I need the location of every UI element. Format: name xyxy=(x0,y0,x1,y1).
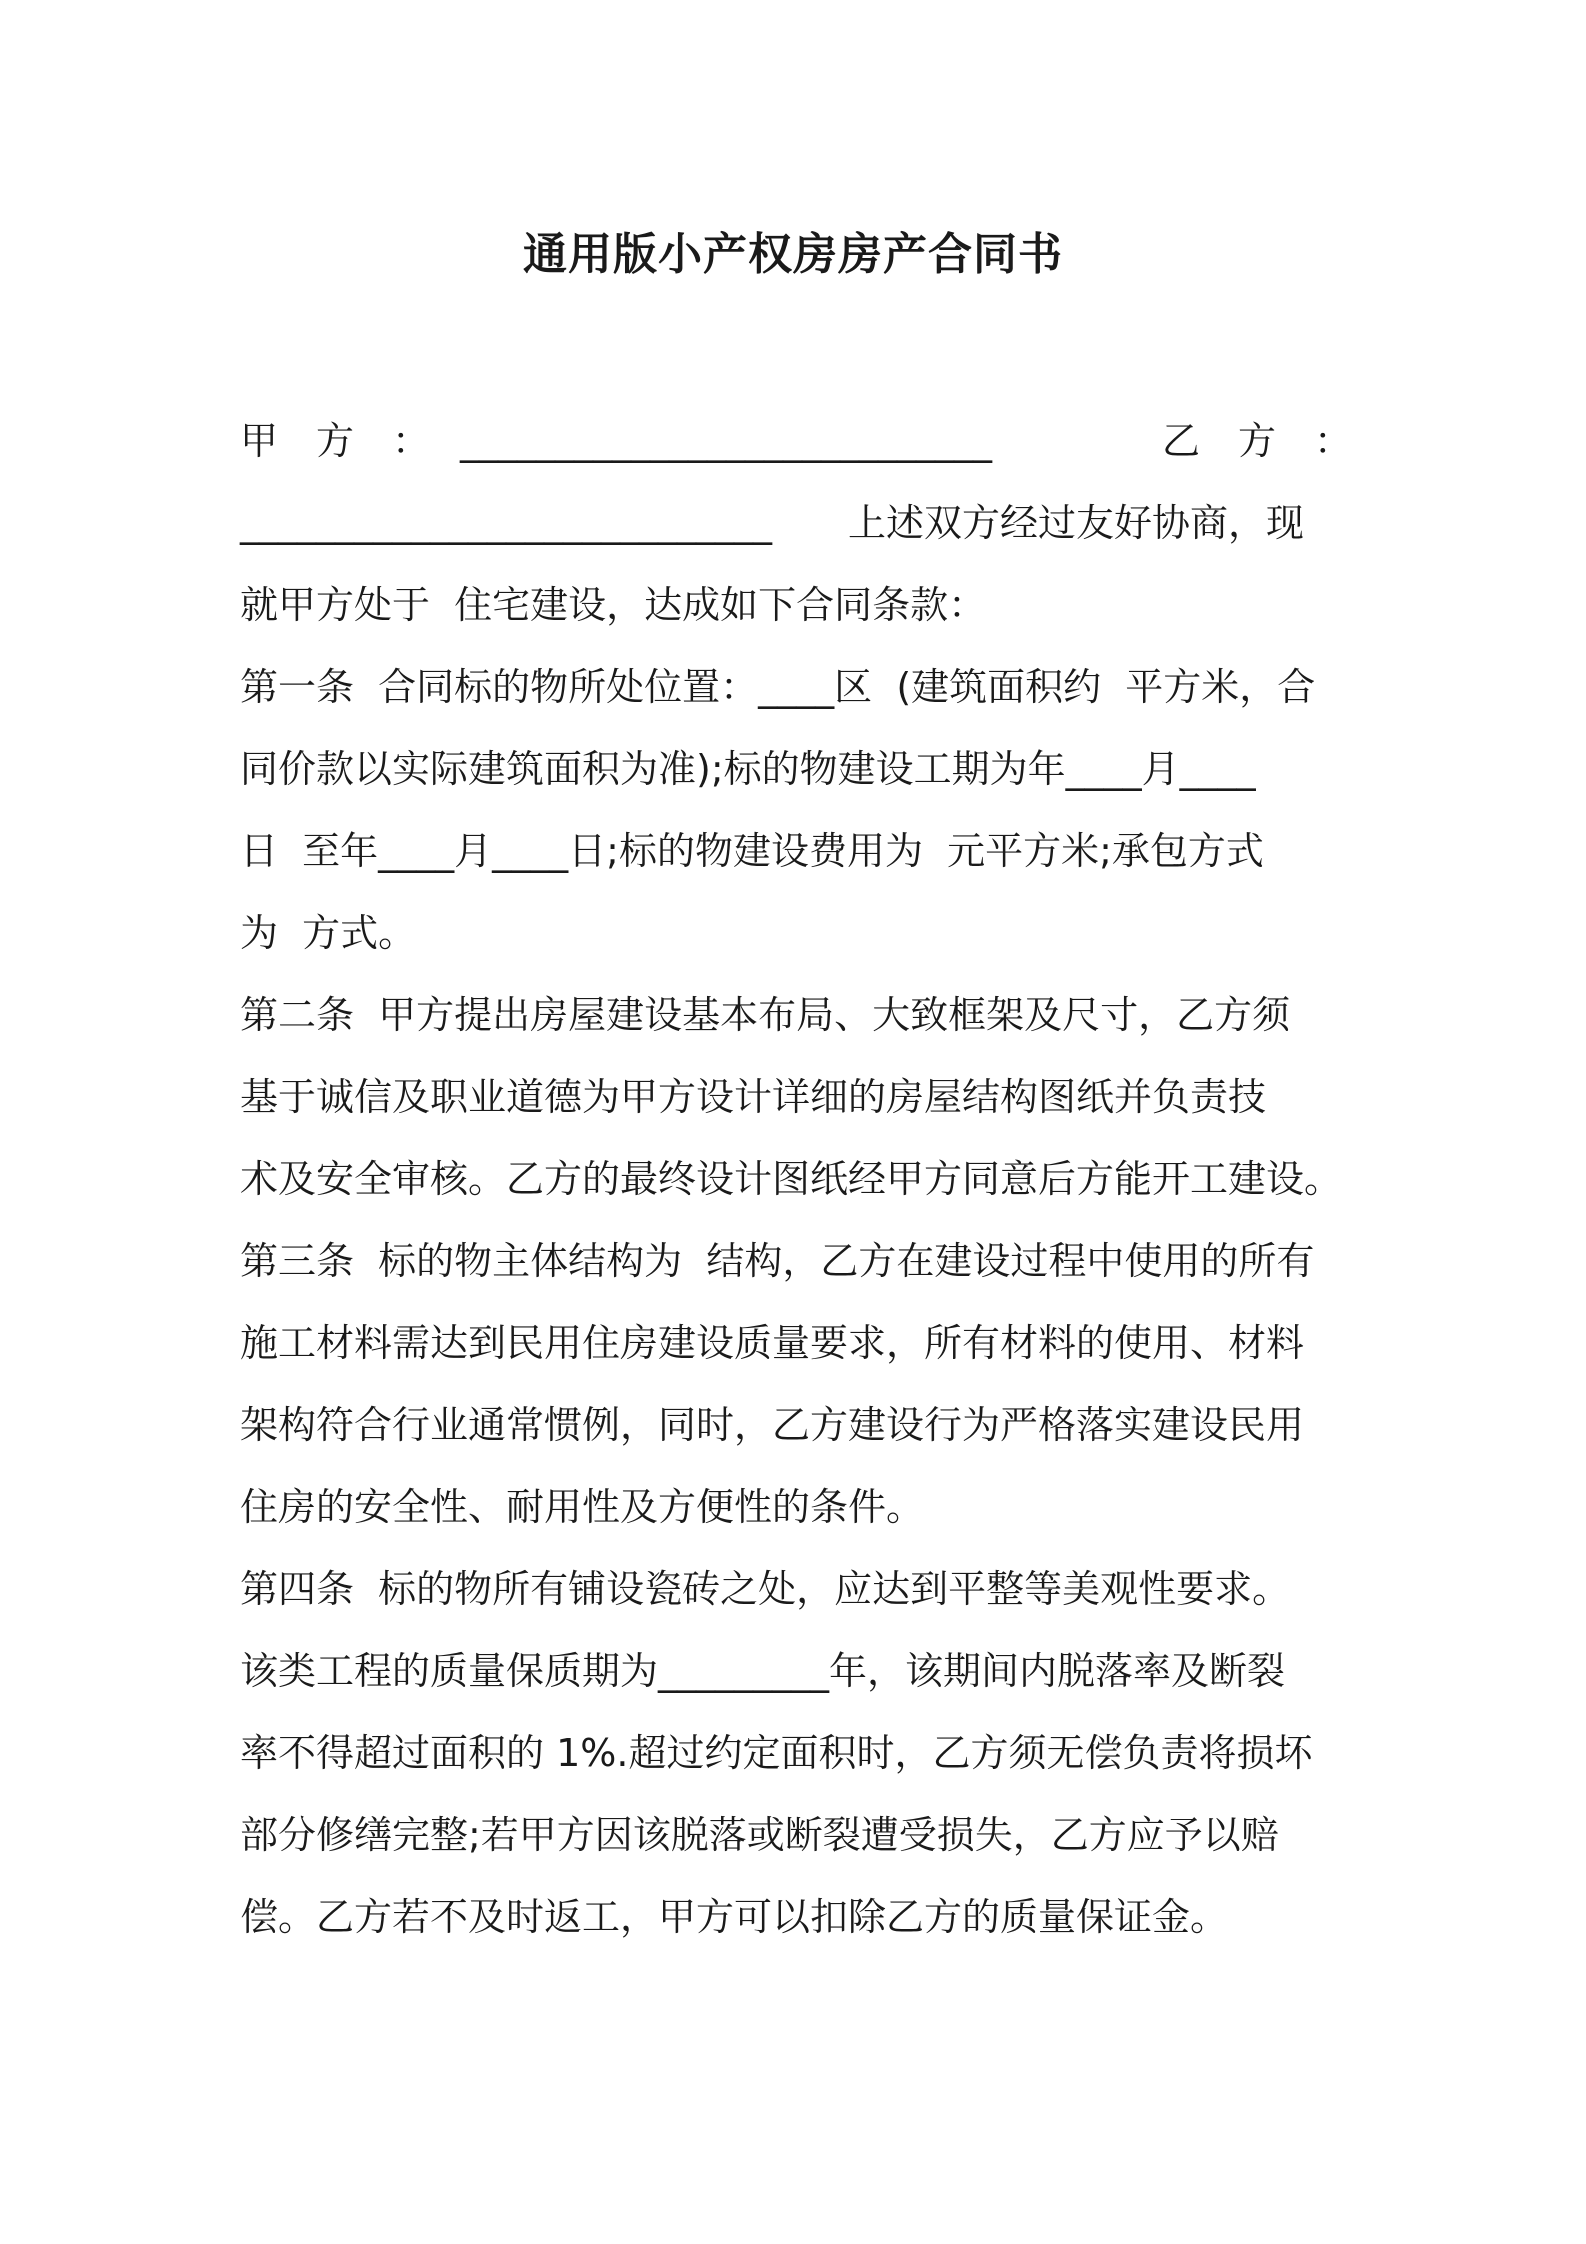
text-line: 施工材料需达到民用住房建设质量要求，所有材料的使用、材料 xyxy=(240,1321,1305,1365)
article-4-heading-line: 第四条 标的物所有铺设瓷砖之处，应达到平整等美观性要求。 xyxy=(240,1567,1291,1611)
text-line: 住房的安全性、耐用性及方便性的条件。 xyxy=(240,1485,925,1529)
text-line: 率不得超过面积的 1%.超过约定面积时，乙方须无偿负责将损坏 xyxy=(240,1731,1313,1775)
article-2-heading-line: 第二条 甲方提出房屋建设基本布局、大致框架及尺寸，乙方须 xyxy=(240,993,1291,1037)
text-line: 基于诚信及职业道德为甲方设计详细的房屋结构图纸并负责技 xyxy=(240,1075,1267,1119)
text-line: 偿。乙方若不及时返工，甲方可以扣除乙方的质量保证金。 xyxy=(240,1895,1229,1939)
article-1-heading-line: 第一条 合同标的物所处位置：____区 (建筑面积约 平方米，合 xyxy=(240,665,1316,709)
text-line: 术及安全审核。乙方的最终设计图纸经甲方同意后方能开工建设。 xyxy=(240,1157,1343,1201)
party-a-label: 甲 方 ： xyxy=(240,419,431,463)
text-line: ____________________________ 上述双方经过友好协商，现 xyxy=(240,501,1305,545)
text-line: 就甲方处于 住宅建设，达成如下合同条款： xyxy=(240,583,987,627)
text-line: 日 至年____月____日;标的物建设费用为 元平方米;承包方式 xyxy=(240,829,1264,873)
party-b-label: 乙 方 ： xyxy=(1162,419,1353,463)
text-line: 为 方式。 xyxy=(240,911,417,955)
party-line xyxy=(240,400,1360,482)
party-a-blank: ____________________________ xyxy=(460,419,992,463)
article-3-heading-line: 第三条 标的物主体结构为 结构，乙方在建设过程中使用的所有 xyxy=(240,1239,1315,1283)
text-line: 该类工程的质量保质期为_________年，该期间内脱落率及断裂 xyxy=(240,1649,1286,1693)
text-line: 同价款以实际建筑面积为准);标的物建设工期为年____月____ xyxy=(240,747,1256,791)
text-line: 架构符合行业通常惯例，同时，乙方建设行为严格落实建设民用 xyxy=(240,1403,1305,1447)
contract-body xyxy=(240,400,1360,1958)
text-line: 部分修缮完整;若甲方因该脱落或断裂遭受损失，乙方应予以赔 xyxy=(240,1813,1279,1857)
document-title: 通用版小产权房房产合同书 xyxy=(523,229,1063,280)
